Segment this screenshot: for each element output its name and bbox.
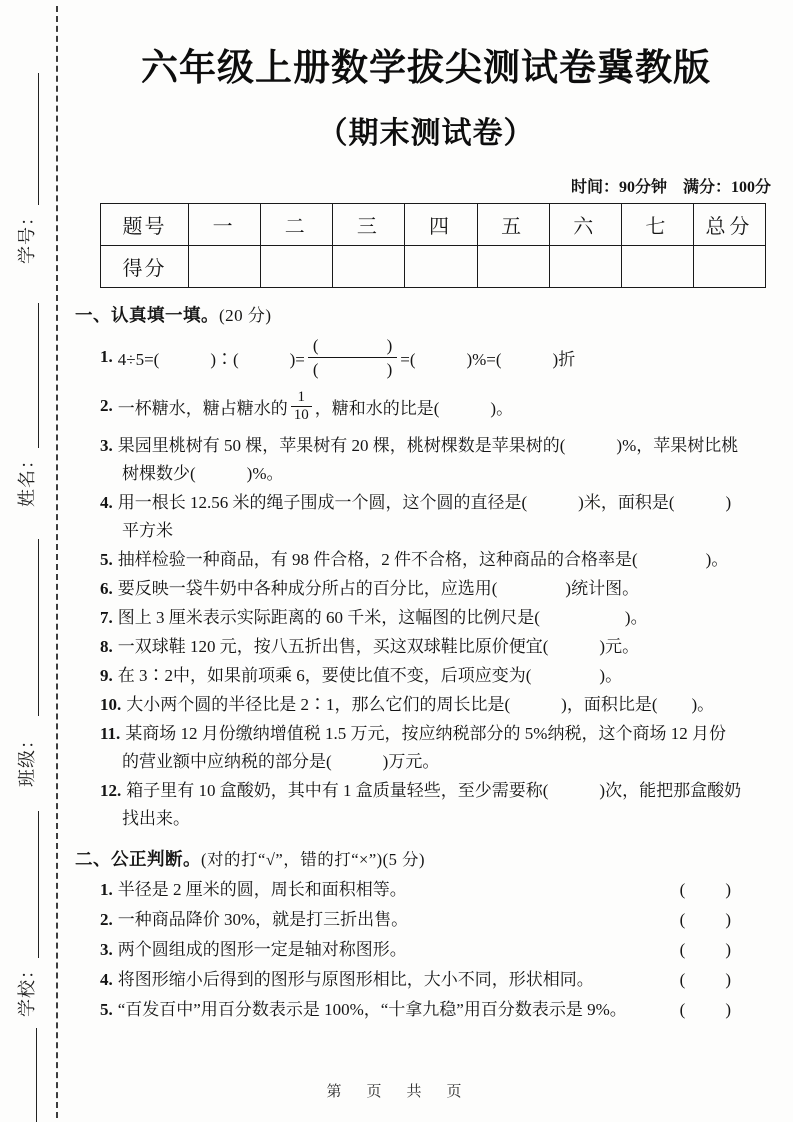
score-table-header-cell: 六 — [549, 203, 621, 245]
score-cell-empty — [189, 245, 261, 287]
name-label: 姓名： — [17, 450, 37, 507]
question-number: 6. — [100, 578, 113, 598]
question-2-post: ，糖和水的比是( )。 — [314, 398, 514, 418]
tf-question-text — [100, 875, 680, 905]
question-number: 2. — [100, 396, 113, 416]
fraction-denominator: 10 — [293, 406, 309, 423]
name-field — [13, 303, 39, 507]
tf-answer-blank: ( ) — [679, 909, 733, 929]
tf-question-5 — [100, 995, 777, 1025]
tf-question-text — [100, 935, 680, 965]
score-cell-empty — [549, 245, 621, 287]
tf-answer-blank: ( ) — [679, 939, 733, 959]
question-number: 1. — [100, 879, 113, 899]
binding-margin — [0, 0, 75, 1122]
score-table-score-row — [101, 245, 766, 287]
question-text: 要反映一袋牛奶中各种成分所占的百分比，应选用( )统计图。 — [117, 578, 640, 598]
section2-note: (对的打“√”，错的打“×”)(5 分) — [201, 849, 426, 869]
tf-question-text — [100, 965, 680, 995]
score-table-header-cell: 五 — [477, 203, 549, 245]
question-number: 11. — [100, 723, 121, 743]
page-footer: 第 页 共 页 — [326, 1083, 467, 1100]
question-1 — [100, 334, 777, 381]
fill-in-question-list — [100, 432, 777, 833]
question-text: 抽样检验一种商品，有 98 件合格，2 件不合格，这种商品的合格率是( )。 — [117, 549, 729, 569]
tf-question-1 — [100, 875, 777, 905]
question-2-pre: 一杯糖水，糖占糖水的 — [117, 398, 288, 418]
question-6 — [100, 575, 777, 603]
question-number: 8. — [100, 636, 113, 656]
question-11 — [100, 720, 777, 776]
question-2 — [100, 389, 777, 424]
fraction-denominator: ( ) — [312, 359, 393, 379]
score-cell-empty — [693, 245, 765, 287]
class-blank-line — [36, 539, 39, 716]
class-label: 班级： — [17, 730, 37, 787]
fraction-blank — [308, 334, 397, 381]
school-field — [13, 811, 39, 1017]
question-text: 用一根长 12.56 米的绳子围成一个圆，这个圆的直径是( )米，面积是( ) — [117, 492, 732, 512]
score-cell-empty — [405, 245, 477, 287]
page-subtitle: （期末测试卷） — [317, 116, 535, 150]
question-text-line2: 树棵数少( )%。 — [122, 463, 284, 483]
question-text: 箱子里有 10 盒酸奶，其中有 1 盒质量轻些，至少需要称( )次，能把那盒酸奶 — [126, 780, 742, 800]
section1-heading — [75, 301, 777, 327]
score-table-header-row — [101, 203, 766, 245]
tf-answer-blank: ( ) — [679, 999, 733, 1019]
tf-answer-blank: ( ) — [679, 969, 733, 989]
score-table — [100, 203, 766, 288]
question-text: 将图形缩小后得到的图形与原图形相比，大小不同，形状相同。 — [117, 969, 594, 989]
tf-question-4 — [100, 965, 777, 995]
question-text: 在 3∶2中，如果前项乘 6，要使比值不变，后项应变为( )。 — [117, 665, 623, 685]
question-text: “百发百中”用百分数表示是 100%，“十拿九稳”用百分数表示是 9%。 — [117, 999, 627, 1019]
question-1-pre: 4÷5=( )∶( )= — [117, 349, 305, 369]
score-cell-empty — [621, 245, 693, 287]
score-cell-empty — [477, 245, 549, 287]
true-false-question-list — [100, 875, 777, 1025]
question-5 — [100, 546, 777, 574]
score-row-label: 得分 — [101, 245, 189, 287]
question-7 — [100, 604, 777, 632]
score-table-header-cell: 题号 — [101, 203, 189, 245]
question-4 — [100, 489, 777, 545]
question-text-line2: 平方米 — [122, 520, 173, 540]
question-number: 3. — [100, 435, 113, 455]
school-label: 学校： — [17, 960, 37, 1017]
fraction-numerator: ( ) — [308, 334, 397, 358]
question-text: 一种商品降价 30%，就是打三折出售。 — [117, 909, 409, 929]
sidebar-bottom-line — [36, 1028, 37, 1122]
question-8 — [100, 633, 777, 661]
score-table-header-cell: 四 — [405, 203, 477, 245]
question-number: 12. — [100, 780, 122, 800]
question-10 — [100, 691, 777, 719]
question-number: 9. — [100, 665, 113, 685]
tf-question-3 — [100, 935, 777, 965]
section1-heading-text: 一、认真填一填。 — [75, 304, 219, 325]
question-number: 5. — [100, 999, 113, 1019]
score-table-header-cell: 七 — [621, 203, 693, 245]
question-number: 4. — [100, 492, 113, 512]
score-table-header-cell: 一 — [189, 203, 261, 245]
tf-question-2 — [100, 905, 777, 935]
question-number: 10. — [100, 694, 122, 714]
time-score-info: 时间：90分钟 满分：100分 — [570, 178, 771, 196]
tf-question-text — [100, 995, 680, 1025]
question-text-line2: 找出来。 — [122, 808, 190, 828]
fraction-one-tenth — [291, 389, 312, 424]
page-title: 六年级上册数学拔尖测试卷冀教版 — [141, 47, 711, 88]
class-field — [13, 539, 39, 787]
question-number: 3. — [100, 939, 113, 959]
question-text: 两个圆组成的图形一定是轴对称图形。 — [117, 939, 407, 959]
question-number: 5. — [100, 549, 113, 569]
question-text: 一双球鞋 120 元，按八五折出售，买这双球鞋比原价便宜( )元。 — [117, 636, 640, 656]
student-id-blank-line — [36, 73, 39, 205]
question-text: 果园里桃树有 50 棵，苹果树有 20 棵，桃树棵数是苹果树的( )%，苹果树比桃 — [117, 435, 739, 455]
score-cell-empty — [261, 245, 333, 287]
section2-heading-text: 二、公正判断。 — [75, 848, 201, 869]
tf-answer-blank: ( ) — [679, 879, 733, 899]
section2-heading — [75, 846, 777, 871]
section1-points: (20 分) — [219, 305, 272, 325]
score-table-header-cell: 三 — [333, 203, 405, 245]
question-text: 半径是 2 厘米的圆，周长和面积相等。 — [117, 879, 407, 899]
score-table-header-cell: 总分 — [693, 203, 765, 245]
fraction-numerator: 1 — [291, 389, 312, 407]
question-1-post: =( )%=( )折 — [400, 349, 576, 369]
student-id-label: 学号： — [17, 207, 37, 264]
student-id-field — [13, 73, 39, 264]
paper-content — [75, 0, 777, 1025]
tf-question-text — [100, 905, 680, 935]
question-number: 1. — [100, 347, 113, 367]
fold-dashed-line — [56, 6, 58, 1118]
question-text-line2: 的营业额中应纳税的部分是( )万元。 — [122, 751, 440, 771]
question-number: 7. — [100, 607, 113, 627]
score-table-header-cell: 二 — [261, 203, 333, 245]
question-9 — [100, 662, 777, 690]
question-text: 图上 3 厘米表示实际距离的 60 千米，这幅图的比例尺是( )。 — [117, 607, 648, 627]
name-blank-line — [36, 303, 39, 448]
question-12 — [100, 777, 777, 833]
question-number: 2. — [100, 909, 113, 929]
question-text: 大小两个圆的半径比是 2∶1，那么它们的周长比是( )，面积比是( )。 — [126, 694, 715, 714]
question-number: 4. — [100, 969, 113, 989]
school-blank-line — [36, 811, 39, 958]
question-3 — [100, 432, 777, 488]
question-text: 某商场 12 月份缴纳增值税 1.5 万元，按应纳税部分的 5%纳税，这个商场 12 月份 — [125, 723, 726, 743]
score-cell-empty — [333, 245, 405, 287]
